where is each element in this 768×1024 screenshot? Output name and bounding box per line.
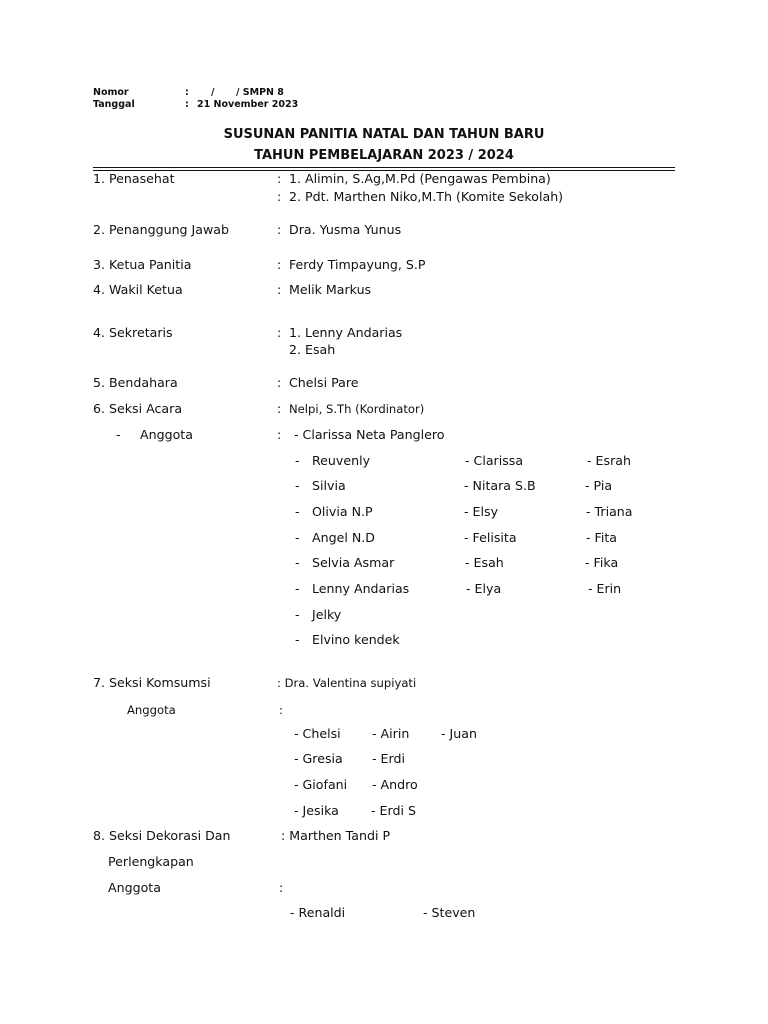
acara-member: Olivia N.P bbox=[312, 504, 373, 519]
acara-member-dash: - bbox=[295, 504, 300, 519]
nomor-label: Nomor bbox=[93, 87, 129, 98]
acara-anggota-label: Anggota bbox=[140, 427, 193, 442]
konsumsi-anggota-label: Anggota bbox=[127, 703, 176, 717]
acara-label: 6. Seksi Acara bbox=[93, 401, 183, 416]
acara-member: - Elsy bbox=[464, 504, 499, 519]
acara-value: Nelpi, S.Th (Kordinator) bbox=[289, 402, 425, 416]
acara-member-dash: - bbox=[295, 453, 300, 468]
dekorasi-label-continued: Perlengkapan bbox=[108, 854, 194, 869]
penasehat-value-1: 1. Alimin, S.Ag,M.Pd (Pengawas Pembina) bbox=[289, 171, 551, 186]
acara-member: - Triana bbox=[586, 504, 633, 519]
penanggung-jawab-label: 2. Penanggung Jawab bbox=[93, 222, 229, 237]
acara-anggota-dash: - bbox=[116, 427, 121, 442]
acara-colon: : bbox=[277, 401, 282, 416]
acara-member: - Fita bbox=[586, 530, 618, 545]
konsumsi-member: - Chelsi bbox=[294, 726, 341, 741]
acara-member: - Esah bbox=[465, 555, 504, 570]
acara-member: Angel N.D bbox=[312, 530, 375, 545]
acara-first-member: - Clarissa Neta Panglero bbox=[294, 427, 445, 442]
acara-member-dash: - bbox=[295, 530, 300, 545]
konsumsi-member: - Erdi S bbox=[371, 803, 416, 818]
acara-member: Jelky bbox=[312, 607, 342, 622]
dekorasi-anggota-label: Anggota bbox=[108, 880, 161, 895]
bendahara-colon: : bbox=[277, 375, 282, 390]
acara-member: Silvia bbox=[312, 478, 346, 493]
konsumsi-member: - Giofani bbox=[294, 777, 348, 792]
wakil-value: Melik Markus bbox=[289, 282, 372, 297]
acara-member: Elvino kendek bbox=[312, 632, 400, 647]
acara-member-dash: - bbox=[295, 555, 300, 570]
konsumsi-member: - Gresia bbox=[294, 751, 343, 766]
wakil-colon: : bbox=[277, 282, 282, 297]
ketua-label: 3. Ketua Panitia bbox=[93, 257, 192, 272]
title-divider-top bbox=[93, 167, 675, 168]
penasehat-label: 1. Penasehat bbox=[93, 171, 175, 186]
penanggung-jawab-value: Dra. Yusma Yunus bbox=[289, 222, 402, 237]
acara-member: - Felisita bbox=[464, 530, 517, 545]
acara-member: - Esrah bbox=[587, 453, 631, 468]
konsumsi-anggota-colon: : bbox=[279, 703, 283, 717]
penasehat-value-2: 2. Pdt. Marthen Niko,M.Th (Komite Sekolah) bbox=[289, 189, 564, 204]
document-title: SUSUNAN PANITIA NATAL DAN TAHUN BARU bbox=[223, 127, 545, 142]
nomor-colon: : bbox=[185, 87, 189, 98]
sekretaris-colon: : bbox=[277, 325, 282, 340]
konsumsi-member: - Andro bbox=[372, 777, 418, 792]
acara-anggota-colon: : bbox=[277, 427, 282, 442]
dekorasi-value: : Marthen Tandi P bbox=[281, 828, 391, 843]
sekretaris-label: 4. Sekretaris bbox=[93, 325, 173, 340]
acara-member-dash: - bbox=[295, 607, 300, 622]
tanggal-label: Tanggal bbox=[93, 99, 135, 110]
acara-member-dash: - bbox=[295, 632, 300, 647]
dekorasi-member: - Renaldi bbox=[290, 905, 346, 920]
penasehat-colon-2: : bbox=[277, 189, 282, 204]
tanggal-value: 21 November 2023 bbox=[197, 99, 299, 110]
document-subtitle: TAHUN PEMBELAJARAN 2023 / 2024 bbox=[254, 148, 514, 163]
konsumsi-label: 7. Seksi Komsumsi bbox=[93, 675, 211, 690]
acara-member-dash: - bbox=[295, 478, 300, 493]
acara-member: Lenny Andarias bbox=[312, 581, 410, 596]
dekorasi-member: - Steven bbox=[423, 905, 476, 920]
sekretaris-value-1: 1. Lenny Andarias bbox=[289, 325, 403, 340]
penasehat-colon: : bbox=[277, 171, 282, 186]
acara-member: - Nitara S.B bbox=[464, 478, 536, 493]
wakil-label: 4. Wakil Ketua bbox=[93, 282, 183, 297]
konsumsi-member: - Jesika bbox=[294, 803, 339, 818]
ketua-colon: : bbox=[277, 257, 282, 272]
nomor-slash: / bbox=[211, 87, 215, 98]
tanggal-colon: : bbox=[185, 99, 189, 110]
acara-member: Selvia Asmar bbox=[312, 555, 395, 570]
acara-member: - Erin bbox=[588, 581, 622, 596]
konsumsi-value: : Dra. Valentina supiyati bbox=[277, 676, 417, 690]
konsumsi-member: - Airin bbox=[372, 726, 410, 741]
nomor-value: / SMPN 8 bbox=[236, 87, 284, 98]
dekorasi-anggota-colon: : bbox=[279, 880, 284, 895]
acara-member: - Fika bbox=[585, 555, 619, 570]
konsumsi-member: - Erdi bbox=[372, 751, 405, 766]
dekorasi-label: 8. Seksi Dekorasi Dan bbox=[93, 828, 231, 843]
acara-member: - Clarissa bbox=[465, 453, 524, 468]
bendahara-value: Chelsi Pare bbox=[289, 375, 359, 390]
bendahara-label: 5. Bendahara bbox=[93, 375, 178, 390]
penanggung-jawab-colon: : bbox=[277, 222, 282, 237]
acara-member: - Pia bbox=[585, 478, 613, 493]
sekretaris-value-2: 2. Esah bbox=[289, 342, 336, 357]
acara-member: Reuvenly bbox=[312, 453, 371, 468]
acara-member: - Elya bbox=[466, 581, 502, 596]
ketua-value: Ferdy Timpayung, S.P bbox=[289, 257, 426, 272]
acara-member-dash: - bbox=[295, 581, 300, 596]
konsumsi-member: - Juan bbox=[441, 726, 477, 741]
